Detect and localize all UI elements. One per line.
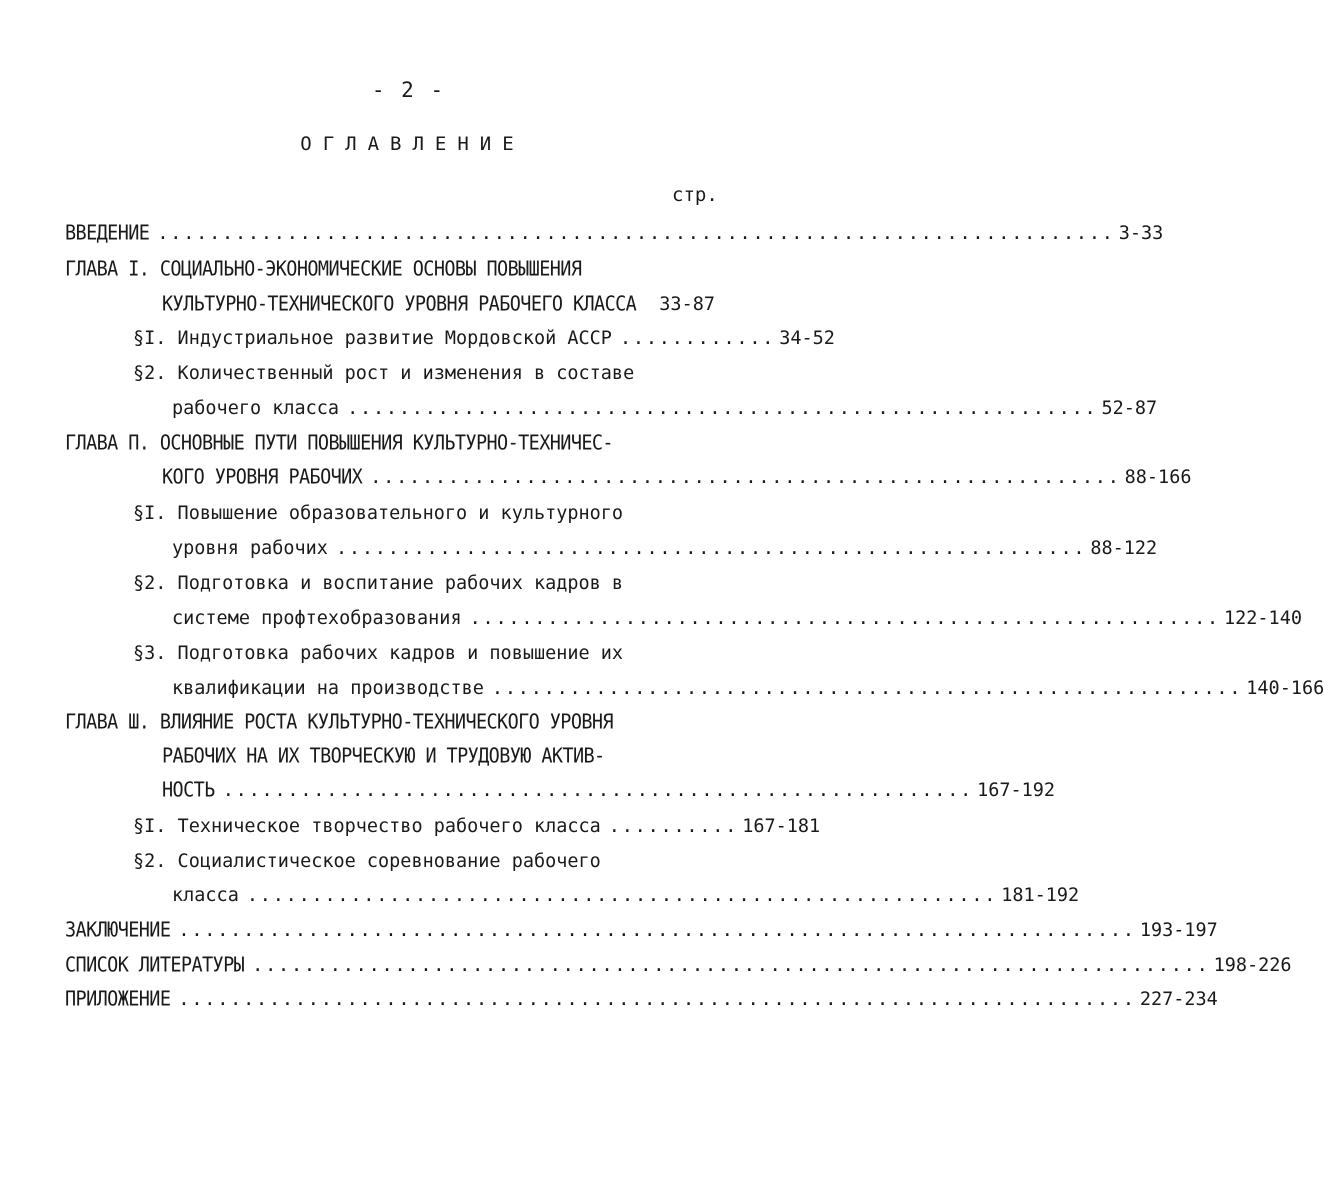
toc-entry-text: уровня рабочих	[172, 538, 328, 559]
toc-entry-ch2-sec1	[133, 503, 623, 525]
toc-entry-ch2-sec1-cont	[172, 538, 1158, 560]
leader-dots: ..........................................................	[347, 398, 1098, 419]
toc-entry-text: §2. Количественный рост и изменения в составе	[133, 363, 635, 384]
toc-entry-text: КУЛЬТУРНО-ТЕХНИЧЕСКОГО УРОВНЯ РАБОЧЕГО КЛАССА	[162, 293, 637, 316]
toc-entry-ch2-sec2-cont	[172, 608, 1302, 630]
toc-entry-page: 181-192	[1001, 885, 1080, 906]
toc-entry-conclusion	[65, 919, 1218, 942]
toc-entry-text: ГЛАВА I. СОЦИАЛЬНО-ЭКОНОМИЧЕСКИЕ ОСНОВЫ ПОВЫШЕНИЯ	[65, 258, 582, 281]
leader-dots: ..........................................................	[222, 780, 974, 801]
toc-entry-ch3-sec2	[133, 851, 601, 873]
toc-entry-page: 52-87	[1101, 398, 1158, 419]
leader-dots: ..........................................................	[469, 608, 1220, 629]
toc-entry-text: НОСТЬ	[162, 779, 215, 802]
toc-entry-text: ВВЕДЕНИЕ	[65, 222, 150, 245]
toc-entry-page: 122-140	[1224, 608, 1302, 629]
toc-entry-appendix	[65, 988, 1218, 1011]
toc-entry-ch2-sec3	[133, 643, 623, 665]
leader-dots: ..........................................................	[491, 678, 1243, 699]
toc-entry-introduction	[65, 222, 1164, 245]
toc-entry-page: 34-52	[779, 328, 835, 349]
toc-entry-page: 167-192	[977, 780, 1056, 801]
toc-entry-ch2-sec2	[133, 573, 623, 595]
toc-entry-chapter-1	[65, 259, 581, 281]
leader-dots: ..........................................................................	[252, 955, 1210, 976]
toc-entry-text: ГЛАВА П. ОСНОВНЫЕ ПУТИ ПОВЫШЕНИЯ КУЛЬТУРНО-ТЕХНИЧЕС-	[65, 432, 613, 455]
toc-entry-ch1-sec1	[133, 328, 835, 350]
leader-dots: ..........................................................................	[178, 920, 1136, 941]
leader-dots: ..........	[608, 816, 739, 837]
toc-entry-page: 88-122	[1090, 538, 1158, 559]
toc-entry-page: 33-87	[659, 294, 715, 315]
toc-entry-ch3-sec2-cont	[172, 885, 1080, 907]
page-column-label: стр.	[672, 184, 718, 206]
toc-entry-ch1-sec2-cont	[172, 398, 1158, 420]
toc-entry-text: ЗАКЛЮЧЕНИЕ	[65, 919, 171, 942]
leader-dots: ..........................................................	[246, 885, 998, 906]
leader-dots: ..........................................................	[335, 538, 1087, 559]
page-number: - 2 -	[371, 78, 446, 102]
toc-entry-page: 227-234	[1139, 989, 1218, 1010]
toc-entry-chapter-2	[65, 433, 613, 455]
toc-entry-ch3-sec1	[133, 816, 821, 838]
toc-entry-text: §2. Подготовка и воспитание рабочих кадров в	[133, 573, 624, 594]
toc-entry-chapter-3-cont	[162, 746, 605, 768]
toc-entry-ch1-sec2	[133, 363, 634, 385]
toc-entry-text: квалификации на производстве	[172, 678, 484, 699]
toc-entry-text: ГЛАВА Ш. ВЛИЯНИЕ РОСТА КУЛЬТУРНО-ТЕХНИЧЕСКОГО УРОВНЯ	[65, 711, 613, 734]
toc-entry-text: СПИСОК ЛИТЕРАТУРЫ	[65, 954, 245, 977]
toc-entry-page: 167-181	[742, 816, 821, 837]
toc-entry-bibliography	[65, 954, 1292, 977]
toc-entry-chapter-3	[65, 712, 613, 734]
toc-entry-text: класса	[172, 885, 239, 906]
toc-entry-chapter-3-cont-2	[162, 779, 1056, 802]
toc-entry-text: РАБОЧИХ НА ИХ ТВОРЧЕСКУЮ И ТРУДОВУЮ АКТИВ-	[162, 745, 605, 768]
toc-entry-page: 198-226	[1213, 955, 1292, 976]
toc-entry-text: ПРИЛОЖЕНИЕ	[65, 988, 171, 1011]
toc-entry-text: §I. Повышение образовательного и культурного	[133, 503, 624, 524]
toc-entry-text: §3. Подготовка рабочих кадров и повышение их	[133, 643, 624, 664]
toc-entry-ch2-sec3-cont	[172, 678, 1324, 700]
leader-dots: ............	[619, 328, 776, 349]
toc-entry-text: рабочего класса	[172, 398, 340, 419]
leader-dots: ..........................................................	[370, 467, 1121, 488]
toc-entry-page: 140-166	[1246, 678, 1324, 699]
toc-entry-text: системе профтехобразования	[172, 608, 462, 629]
toc-entry-text: §2. Социалистическое соревнование рабочего	[133, 851, 601, 872]
leader-dots: ..........................................................................	[157, 223, 1115, 244]
toc-entry-chapter-2-cont	[162, 466, 1192, 489]
table-of-contents-title: ОГЛАВЛЕНИЕ	[300, 133, 525, 155]
toc-entry-page: 193-197	[1139, 920, 1218, 941]
toc-entry-page: 3-33	[1118, 223, 1164, 244]
toc-entry-text: §I. Техническое творчество рабочего класса	[133, 816, 601, 837]
toc-entry-page: 88-166	[1124, 467, 1192, 488]
toc-entry-text: КОГО УРОВНЯ РАБОЧИХ	[162, 466, 363, 489]
leader-dots: ..........................................................................	[178, 989, 1136, 1010]
toc-entry-chapter-1-cont	[162, 294, 715, 316]
toc-entry-text: §I. Индустриальное развитие Мордовской АССР	[133, 328, 612, 349]
